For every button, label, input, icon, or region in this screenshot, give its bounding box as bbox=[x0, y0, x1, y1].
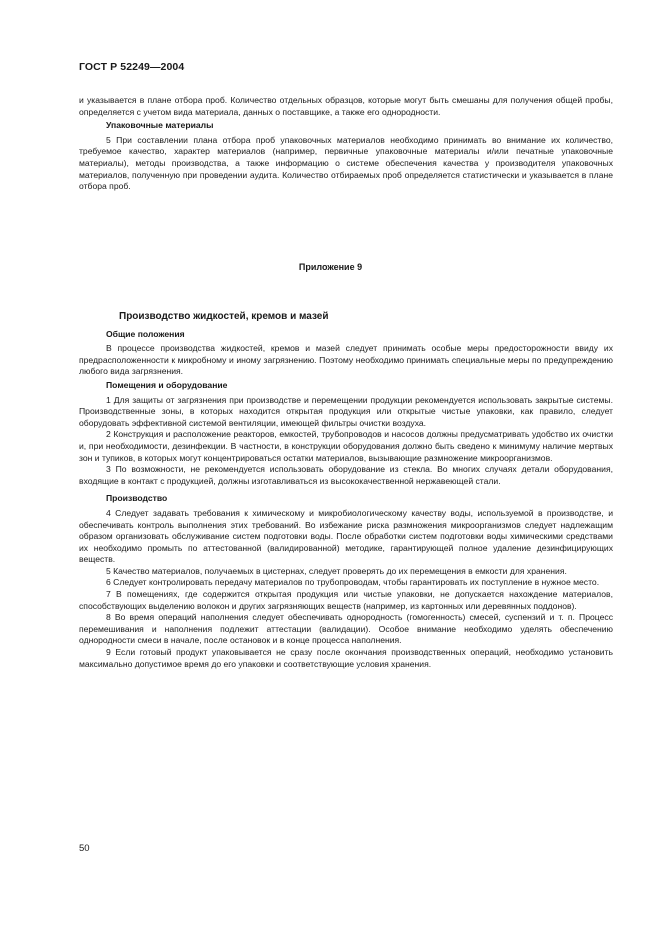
section-heading-packaging: Упаковочные материалы bbox=[106, 120, 214, 131]
appendix-title: Производство жидкостей, кремов и мазей bbox=[119, 311, 329, 322]
general-paragraph: В процессе производства жидкостей, кремов и мазей следует принимать особые меры предосторожности ввиду их предрасположенности к микробному и иному загрязнению. Поэтому необходимо принимать специальные меры по предупреждению любого вида загрязнения. bbox=[79, 343, 613, 377]
page-number: 50 bbox=[79, 843, 90, 854]
continuation-paragraph: и указывается в плане отбора проб. Количество отдельных образцов, которые могут быть смешаны для получения общей пробы, определяется с учетом вида материала, данных о поставщике, а также его однородности. bbox=[79, 95, 613, 117]
paragraph-4: 4 Следует задавать требования к химическому и микробиологическому качеству воды, используемой в производстве, и обеспечивать контроль выполнения этих требований. Во избежание риска размножения микроорганизмов следует надлежащим образом организовать обслуживание систем подготовки воды. После обработки систем подготовки воды химическими средствами их необходимо промыть по аттестованной (валидированной) методике, гарантирующей полное удаление дезинфицирующих веществ. bbox=[79, 507, 613, 565]
paragraph-6: 6 Следует контролировать передачу материалов по трубопроводам, чтобы гарантировать их поступление в нужное место. bbox=[106, 577, 600, 588]
paragraph-1: 1 Для защиты от загрязнения при производстве и перемещении продукции рекомендуется использовать закрытые системы. Производственные зоны, в которых находится открытая продукция или открытые чистые упаковки, как правило, следует оборудовать эффективной системой вентиляции, имеющей фильтры очистки воздуха. bbox=[79, 394, 613, 428]
paragraph-3: 3 По возможности, не рекомендуется использовать оборудование из стекла. Во многих случаях детали оборудования, входящие в контакт с продукцией, должны изготавливаться из высококачественной нержавеющей стали. bbox=[79, 464, 613, 486]
paragraph-5-packaging: 5 При составлении плана отбора проб упаковочных материалов необходимо принимать во внимание их количество, требуемое качество, характер материалов (например, первичные упаковочные материалы и/или печатные упаковочные материалы), методы производства, а также информацию о системе обеспечения качества у производителя упаковочных материалов, полученную при проведении аудита. Количество отбираемых проб определяется статистически и указывается в плане отбора проб. bbox=[79, 134, 613, 192]
section-heading-general: Общие положения bbox=[106, 328, 185, 339]
section-heading-production: Производство bbox=[106, 493, 168, 504]
appendix-label: Приложение 9 bbox=[298, 262, 363, 272]
appendix-body bbox=[79, 311, 613, 670]
paragraph-5: 5 Качество материалов, получаемых в цистернах, следует проверять до их перемещения в емкости для хранения. bbox=[106, 565, 567, 576]
section-heading-premises: Помещения и оборудование bbox=[106, 379, 228, 390]
paragraph-9: 9 Если готовый продукт упаковывается не сразу после окончания производственных операций, необходимо установить максимально допустимое время до его упаковки и соответствующие условия хранения. bbox=[79, 647, 613, 669]
paragraph-7: 7 В помещениях, где содержится открытая продукция или чистые упаковки, не допускается нахождение материалов, способствующих выделению волокон и других загрязняющих веществ (например, из картонных или деревянных поддонов). bbox=[79, 589, 613, 611]
document-header: ГОСТ Р 52249—2004 bbox=[79, 61, 185, 73]
paragraph-2: 2 Конструкция и расположение реакторов, емкостей, трубопроводов и насосов должны предусматривать удобство их очистки и, при необходимости, дезинфекции. В частности, в конструкции оборудования должно быть сведено к минимуму наличие мертвых зон и тупиков, в которых могут концентрироваться остатки материалов, вызывающие размножение микроорганизмов. bbox=[79, 429, 613, 463]
paragraph-8: 8 Во время операций наполнения следует обеспечивать однородность (гомогенность) смесей, суспензий и т. п. Процесс перемешивания и наполнения подлежит аттестации (валидации). Особое внимание необходимо уделять обеспечению однородности смеси в начале, после остановок и в конце процесса наполнения. bbox=[79, 612, 613, 646]
top-section bbox=[79, 95, 613, 193]
